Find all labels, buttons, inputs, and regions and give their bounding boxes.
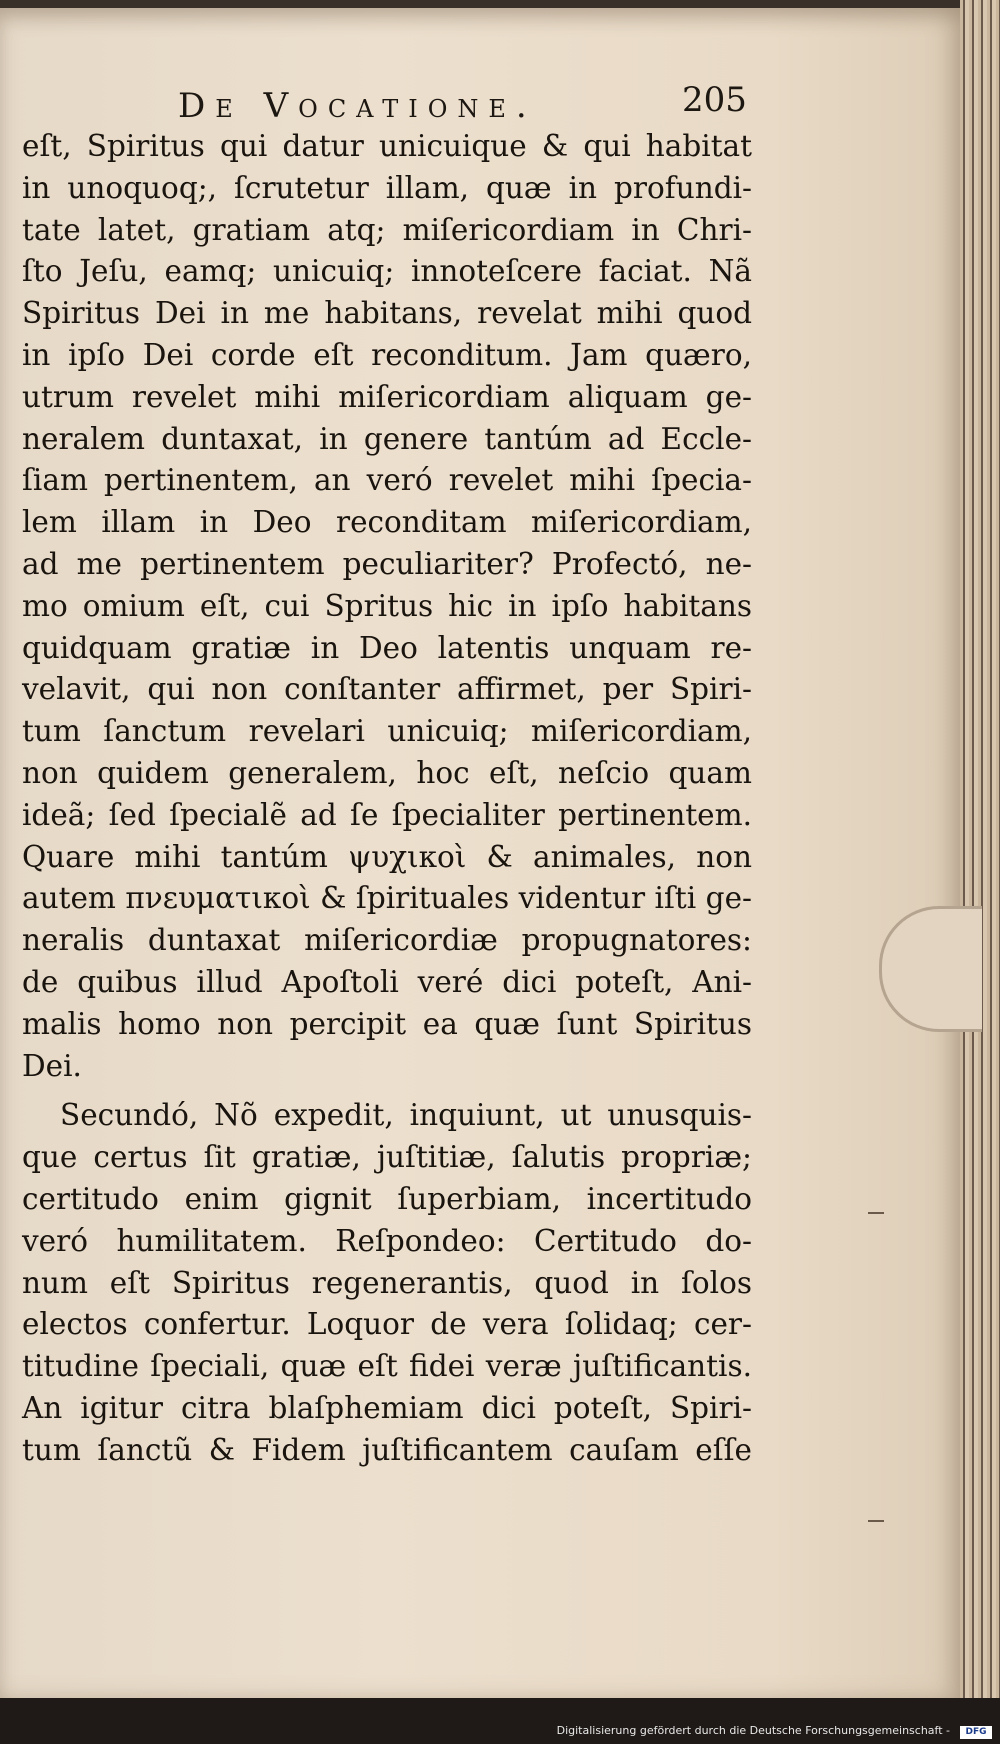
text-line: in ipſo Dei corde eſt reconditum. Jam quæro, — [22, 337, 752, 372]
text-line: utrum revelet mihi miſericordiam aliquam ge- — [22, 379, 752, 414]
text-line: tate latet, gratiam atq; miſericordiam in Chri- — [22, 212, 752, 247]
text-line: de quibus illud Apoſtoli veré dici poteſt, Ani- — [22, 964, 752, 999]
margin-mark — [868, 1520, 884, 1522]
paragraph-1 — [22, 126, 752, 1087]
text-line: neralis duntaxat miſericordiæ propugnatores: — [22, 923, 752, 958]
dfg-logo: DFG — [960, 1726, 992, 1739]
paragraph-2 — [22, 1095, 752, 1471]
text-line: titudine ſpeciali, quæ eſt fidei veræ juſtificantis. — [22, 1349, 752, 1384]
text-line: mo omium eſt, cui Spritus hic in ipſo habitans — [22, 588, 752, 623]
text-line: quidquam gratiæ in Deo latentis unquam re- — [22, 630, 752, 665]
text-line: Quare mihi tantúm ψυχικοὶ & animales, non — [22, 839, 752, 874]
text-line: num eſt Spiritus regenerantis, quod in ſolos — [22, 1265, 752, 1300]
text-line: malis homo non percipit ea quæ ſunt Spiritus — [22, 1006, 752, 1041]
text-line: Secundó, Nõ expedit, inquiunt, ut unusquis- — [60, 1098, 752, 1133]
text-line: ſto Jeſu, eamq; unicuiq; innoteſcere faciat. Nã — [22, 254, 752, 289]
page-number: 205 — [682, 80, 747, 120]
text-line: Dei. — [22, 1048, 82, 1083]
text-line: non quidem generalem, hoc eſt, neſcio quam — [22, 755, 752, 790]
book-page — [0, 8, 964, 1698]
text-line: ideã; ſed ſpecialẽ ad ſe ſpecialiter pertinentem. — [22, 797, 752, 832]
body-text — [22, 126, 752, 1472]
text-line: que certus ſit gratiæ, juſtitiæ, ſalutis propriæ; — [22, 1140, 752, 1175]
text-line: in unoquoq;, ſcrutetur illam, quæ in profundi- — [22, 170, 752, 205]
page-edges-stack — [960, 0, 1000, 1744]
digitization-credit: Digitalisierung gefördert durch die Deutsche Forschungsgemeinschaft - — [553, 1723, 954, 1738]
text-line: eſt, Spiritus qui datur unicuique & qui habitat — [22, 129, 752, 163]
running-title: De Vocatione. — [178, 86, 537, 126]
text-line: lem illam in Deo reconditam miſericordiam, — [22, 505, 752, 540]
text-line: electos confertur. Loquor de vera ſolidaq; cer- — [22, 1307, 752, 1342]
text-line: velavit, qui non conſtanter affirmet, per Spiri- — [22, 672, 752, 707]
text-line: ſiam pertinentem, an veró revelet mihi ſpecia- — [22, 463, 752, 498]
text-line: Spiritus Dei in me habitans, revelat mihi quod — [22, 296, 752, 331]
text-line: autem πνευματικοὶ & ſpirituales videntur iſti ge- — [22, 881, 752, 916]
margin-mark — [868, 1212, 884, 1214]
book-clasp-tab — [879, 906, 982, 1032]
text-line: ad me pertinentem peculiariter? Profectó, ne- — [22, 546, 752, 581]
paragraph-gap — [22, 1087, 752, 1095]
text-line: veró humilitatem. Reſpondeo: Certitudo do- — [22, 1223, 752, 1258]
text-line: tum ſanctum revelari unicuiq; miſericordiam, — [22, 714, 752, 749]
text-line: tum ſanctũ & Fidem juſtificantem cauſam eſſe — [22, 1432, 752, 1467]
text-line: certitudo enim gignit ſuperbiam, incertitudo — [22, 1181, 752, 1216]
text-line: neralem duntaxat, in genere tantúm ad Eccle- — [22, 421, 752, 456]
text-line: An igitur citra blaſphemiam dici poteſt, Spiri- — [22, 1390, 752, 1425]
